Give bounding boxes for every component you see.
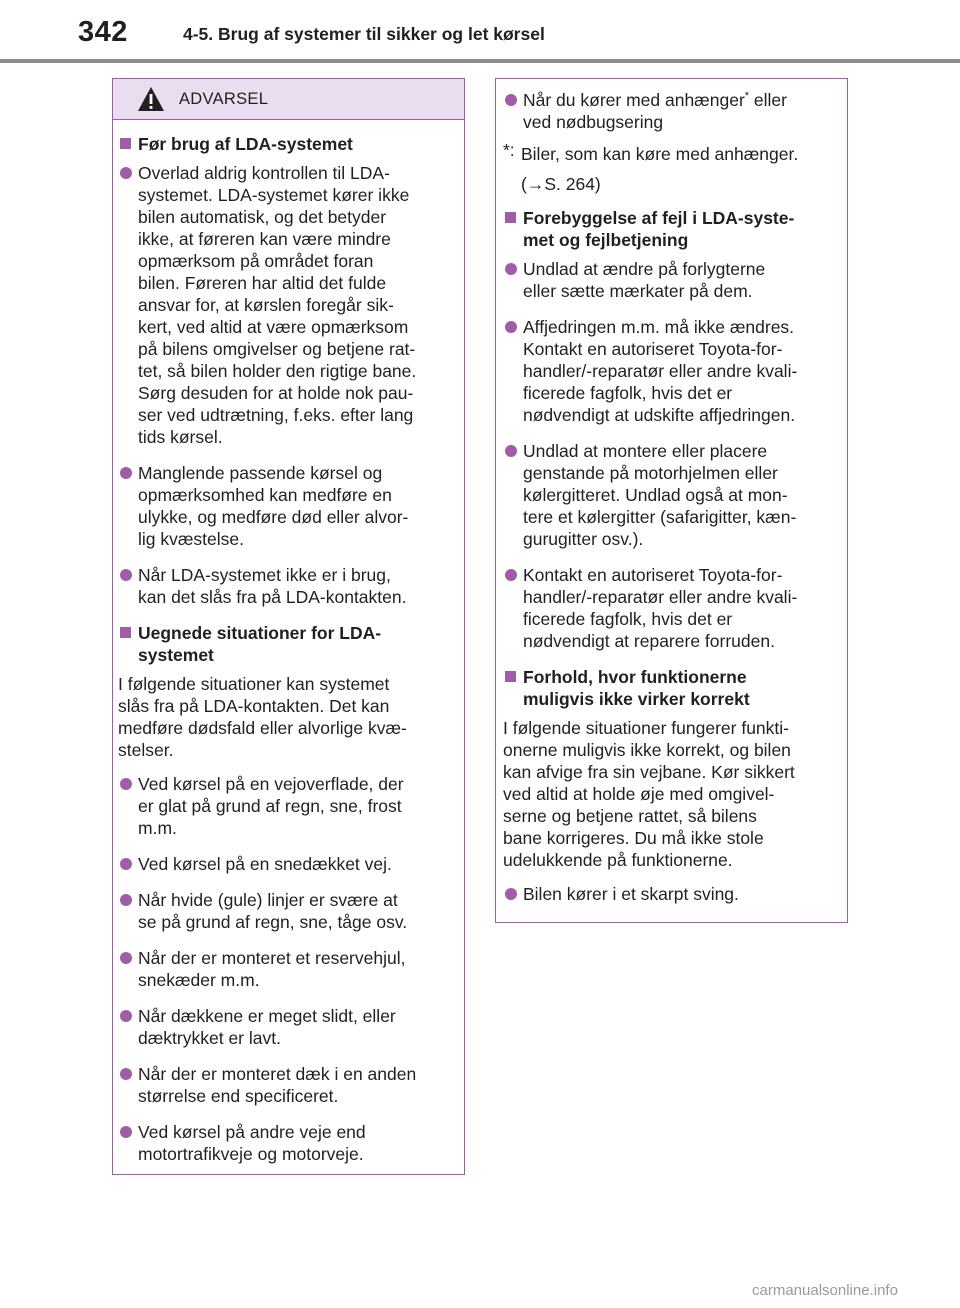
round-bullet-icon xyxy=(120,858,132,870)
round-bullet-icon xyxy=(120,1126,132,1138)
square-bullet-icon xyxy=(505,212,516,223)
square-bullet-icon xyxy=(120,138,131,149)
round-bullet-icon xyxy=(120,1010,132,1022)
watermark: carmanualsonline.info xyxy=(752,1282,898,1299)
list-item xyxy=(503,883,837,905)
list-item xyxy=(118,462,454,550)
subheading xyxy=(503,666,837,710)
list-item xyxy=(503,258,837,302)
section-title: 4-5. Brug af systemer til sikker og let kørsel xyxy=(183,24,545,44)
round-bullet-icon xyxy=(120,569,132,581)
round-bullet-icon xyxy=(505,445,517,457)
page-header xyxy=(0,0,960,64)
list-item-text: Manglende passende kørsel og opmærksomhed kan medføre en ulykke, og medføre død eller alvor- lig kvæstelse. xyxy=(138,463,409,549)
list-item-text: Ved kørsel på en vejoverflade, der er glat på grund af regn, sne, frost m.m. xyxy=(138,774,404,838)
list-item-text xyxy=(523,89,787,133)
list-item xyxy=(118,889,454,933)
subheading-text: Uegnede situationer for LDA- systemet xyxy=(138,623,382,665)
subheading xyxy=(503,207,837,251)
subheading xyxy=(118,622,454,666)
header-divider xyxy=(0,59,960,63)
list-item-text: Undlad at montere eller placere genstande på motorhjelmen eller kølergitteret. Undlad også at mon- tere et kølergitter (safarigitter, kæn- gurugitter osv.). xyxy=(523,441,797,549)
paragraph: I følgende situationer kan systemet slås fra på LDA-kontakten. Det kan medføre dødsfald eller alvorlige kvæ- stelser. xyxy=(118,674,407,760)
round-bullet-icon xyxy=(505,94,517,106)
round-bullet-icon xyxy=(120,167,132,179)
subheading xyxy=(118,133,454,155)
round-bullet-icon xyxy=(505,321,517,333)
list-item-text: Kontakt en autoriseret Toyota-for- handler/-reparatør eller andre kvali- ficerede fagfolk, hvis det er nødvendigt at reparere forruden. xyxy=(523,565,798,651)
round-bullet-icon xyxy=(120,1068,132,1080)
list-item xyxy=(503,316,837,426)
round-bullet-icon xyxy=(505,263,517,275)
warning-triangle-icon xyxy=(137,86,165,112)
right-column-content xyxy=(496,79,847,905)
round-bullet-icon xyxy=(505,888,517,900)
list-item xyxy=(118,947,454,991)
warning-header xyxy=(113,79,464,120)
subheading-text: Forebyggelse af fejl i LDA-syste- met og fejlbetjening xyxy=(523,208,795,250)
subheading-text: Forhold, hvor funktionerne muligvis ikke virker korrekt xyxy=(523,667,750,709)
list-item-text: Bilen kører i et skarpt sving. xyxy=(523,884,739,904)
round-bullet-icon xyxy=(120,952,132,964)
page-number: 342 xyxy=(78,16,128,48)
list-item xyxy=(118,853,454,875)
list-item-text: Affjedringen m.m. må ikke ændres. Kontakt en autoriseret Toyota-for- handler/-reparatør eller andre kvali- ficerede fagfolk, hvis det er nødvendigt at udskifte affjedringen. xyxy=(523,317,798,425)
list-item-text-part: eller ved nødbugsering xyxy=(523,90,787,132)
list-item-text: Når LDA-systemet ikke er i brug, kan det slås fra på LDA-kontakten. xyxy=(138,565,407,607)
left-column-content xyxy=(113,120,464,1165)
list-item-text: Undlad at ændre på forlygterne eller sætte mærkater på dem. xyxy=(523,259,766,301)
round-bullet-icon xyxy=(120,778,132,790)
round-bullet-icon xyxy=(120,467,132,479)
square-bullet-icon xyxy=(120,627,131,638)
subheading-text: Før brug af LDA-systemet xyxy=(138,134,353,154)
list-item xyxy=(118,162,454,448)
list-item xyxy=(503,89,837,133)
round-bullet-icon xyxy=(505,569,517,581)
list-item-text: Når der er monteret et reservehjul, snekæder m.m. xyxy=(138,948,406,990)
list-item-text: Ved kørsel på andre veje end motortrafikveje og motorveje. xyxy=(138,1122,366,1164)
square-bullet-icon xyxy=(505,671,516,682)
round-bullet-icon xyxy=(120,894,132,906)
footnote xyxy=(503,139,837,199)
list-item-text: Overlad aldrig kontrollen til LDA- systemet. LDA-systemet kører ikke bilen automatisk, og det betyder ikke, at føreren kan være mindre opmærksom på området foran bilen. Føreren har altid det fulde ansvar for, at kørslen foregår sik- kert, ved altid at være opmærksom på bilens omgivelser og betjene rat- tet, så bilen holder den rigtige bane. Sørg desuden for at holde nok pau- ser ved udtrætning, f.eks. efter lang tids kørsel. xyxy=(138,163,417,447)
list-item xyxy=(118,1121,454,1165)
warning-panel-right xyxy=(495,78,848,923)
list-item-text: Når dækkene er meget slidt, eller dæktrykket er lavt. xyxy=(138,1006,396,1048)
footnote-text: Biler, som kan køre med anhænger. (→S. 264) xyxy=(521,144,799,194)
warning-title: ADVARSEL xyxy=(179,90,269,108)
footnote-marker: * xyxy=(744,90,750,103)
list-item-text: Ved kørsel på en snedækket vej. xyxy=(138,854,392,874)
list-item xyxy=(503,440,837,550)
list-item xyxy=(118,1063,454,1107)
list-item xyxy=(118,1005,454,1049)
list-item xyxy=(118,773,454,839)
list-item-text: Når der er monteret dæk i en anden størrelse end specificeret. xyxy=(138,1064,417,1106)
list-item-text: Når hvide (gule) linjer er svære at se på grund af regn, sne, tåge osv. xyxy=(138,890,408,932)
warning-panel-left xyxy=(112,78,465,1175)
paragraph: I følgende situationer fungerer funkti- onerne muligvis ikke korrekt, og bilen kan afvige fra sin vejbane. Kør sikkert ved altid at holde øje med omgivel- serne og betjene rattet, så bilens bane korrigeres. Du må ikke stole udelukkende på funktionerne. xyxy=(503,718,795,870)
list-item-text-part: Når du kører med anhænger xyxy=(523,90,745,110)
list-item xyxy=(503,564,837,652)
footnote-mark: *: xyxy=(503,140,515,160)
list-item xyxy=(118,564,454,608)
